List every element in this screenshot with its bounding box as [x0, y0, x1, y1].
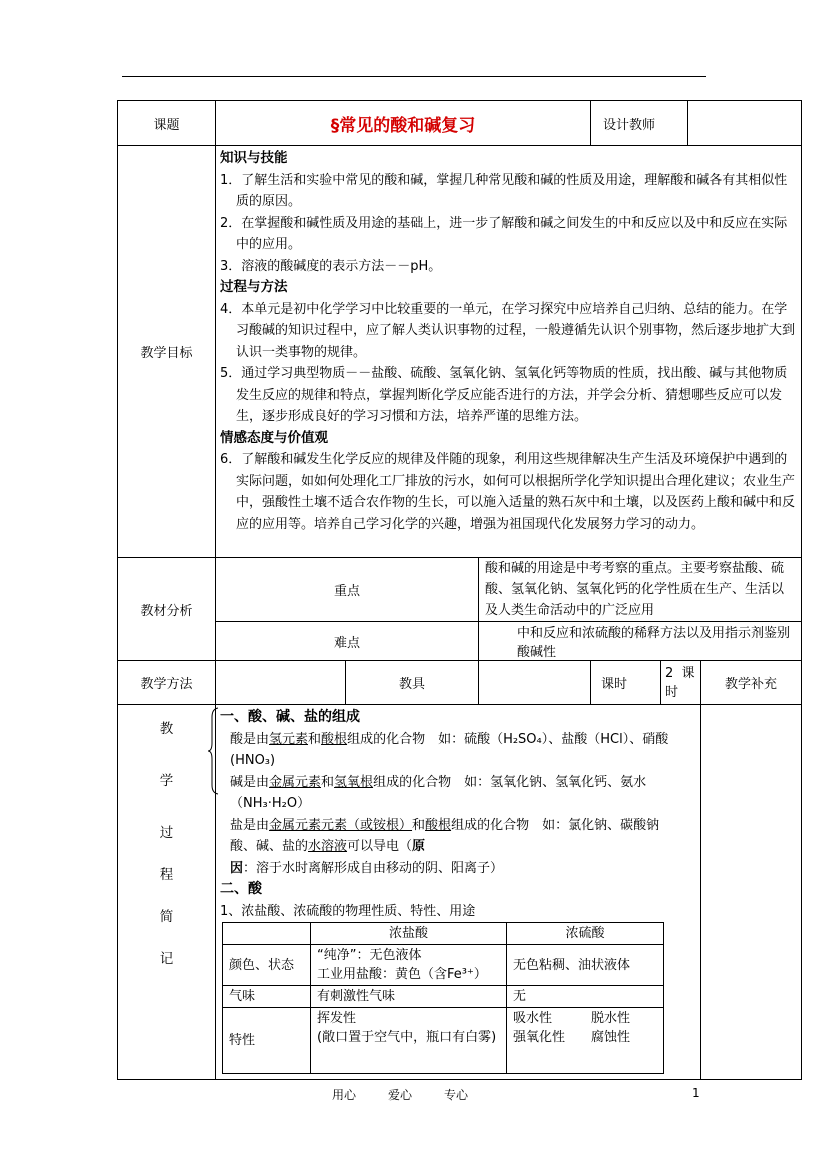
difficult-point-text: 中和反应和浓硫酸的稀释方法以及用指示剂鉴别酸碱性	[479, 622, 802, 661]
objective-item-4: 4．本单元是初中化学学习中比较重要的一单元，在学习探究中应培养自己归纳、总结的能力。在学习酸碱的知识过程中，应了解人类认识事物的过程，一般遵循先认识个别事物，然后逐步地扩大到认识一类事物的规律。	[220, 301, 796, 360]
acid-properties-table	[222, 922, 664, 1074]
process-label: 教 学 过 程 简 记	[118, 705, 216, 1080]
method-value	[216, 661, 346, 705]
supplement-label: 教学补充	[701, 661, 802, 705]
designer-value	[688, 101, 802, 145]
header-rule	[122, 76, 706, 77]
table-cell-h2so4: 无色粘稠、油状液体	[507, 945, 664, 986]
base-definition: 碱是由金属元素和氢氧根组成的化合物 如：氢氧化钠、氢氧化钙、氨水（NH₃·H₂O）	[230, 774, 647, 811]
analysis-label: 教材分析	[118, 558, 216, 661]
col-header-hcl: 浓盐酸	[311, 923, 507, 945]
difficult-point-label: 难点	[216, 622, 479, 661]
objectives-label: 教学目标	[118, 146, 216, 558]
objectives-heading-process: 过程与方法	[220, 279, 288, 295]
acid-definition: 酸是由氢元素和酸根组成的化合物 如：硫酸（H₂SO₄）、盐酸（HCl）、硝酸(HNO₃)	[230, 731, 669, 768]
tools-value	[479, 661, 591, 705]
tools-label: 教具	[346, 661, 479, 705]
section1-heading: 一、酸、碱、盐的组成	[220, 709, 360, 725]
table-cell-h2so4: 无	[507, 986, 664, 1008]
section2-heading: 二、酸	[220, 881, 262, 897]
footer-word: 专心	[444, 1088, 469, 1102]
table-cell-hcl: 有刺激性气味	[311, 986, 507, 1008]
objectives-heading-attitude: 情感态度与价值观	[220, 429, 328, 446]
table-row-label: 颜色、状态	[223, 945, 311, 986]
salt-definition: 盐是由金属元素元素（或铵根）和酸根组成的化合物 如：氯化钠、碳酸钠	[230, 817, 660, 833]
page-number: 1	[692, 1086, 700, 1100]
designer-label: 设计教师	[591, 101, 688, 145]
conductivity-note: 酸、碱、盐的水溶液可以导电（原因：溶于水时离解形成自由移动的阴、阳离子）	[230, 839, 504, 876]
objectives-heading-knowledge: 知识与技能	[220, 150, 288, 166]
footer-word: 爱心	[388, 1088, 413, 1102]
objective-item-1: 1．了解生活和实验中常见的酸和碱，掌握几种常见酸和碱的性质及用途，理解酸和碱各有其相似性质的原因。	[220, 172, 788, 209]
hours-value: 2 课 时	[661, 661, 701, 705]
topic-label: 课题	[118, 101, 216, 146]
col-header-h2so4: 浓硫酸	[507, 923, 664, 945]
table-cell-hcl: “纯净”：无色液体 工业用盐酸：黄色（含Fe³⁺）	[311, 945, 507, 986]
process-content	[216, 705, 701, 1080]
brace-icon	[207, 707, 219, 795]
table-row-label: 气味	[223, 986, 311, 1008]
footer-word: 用心	[332, 1088, 357, 1102]
hours-label: 课时	[591, 661, 661, 705]
table-row-label: 特性	[223, 1008, 311, 1074]
objective-item-5: 5．通过学习典型物质－－盐酸、硫酸、氢氧化钠、氢氧化钙等物质的性质，找出酸、碱与其他物质发生反应的规律和特点，掌握判断化学反应能否进行的方法，并学会分析、猜想哪些反应可以发生，逐步形成良好的学习习惯和方法，培养严谨的思维方法。	[220, 366, 788, 424]
lesson-plan-table	[117, 100, 802, 1080]
key-point-text: 酸和碱的用途是中考考察的重点。主要考察盐酸、硫酸、氢氧化钠、氢氧化钙的化学性质在生产、生活以及人类生命活动中的广泛应用	[479, 558, 802, 622]
acid-item-1: 1、浓盐酸、浓硫酸的物理性质、特性、用途	[220, 903, 476, 919]
process-supplement	[701, 705, 802, 1080]
method-label: 教学方法	[118, 661, 216, 705]
objective-item-6: 6．了解酸和碱发生化学反应的规律及伴随的现象，利用这些规律解决生产生活及环境保护中遇到的实际问题，如如何处理化工厂排放的污水，如何可以根据所学化学知识提出合理化建议；农业生产中，强酸性土壤不适合农作物的生长，可以施入适量的熟石灰中和土壤，以及医药上酸和碱中和反应的应用等。培养自己学习化学的兴趣，增强为祖国现代化发展努力学习的动力。	[220, 452, 796, 532]
objective-item-3: 3．溶液的酸碱度的表示方法－－pH。	[220, 258, 442, 274]
table-cell-h2so4: 吸水性 脱水性 强氧化性 腐蚀性	[507, 1008, 664, 1074]
table-cell-hcl: 挥发性 (敞口置于空气中，瓶口有白雾)	[311, 1008, 507, 1074]
topic-title: §常见的酸和碱复习	[216, 101, 591, 146]
objectives-content	[216, 146, 802, 558]
objective-item-2: 2．在掌握酸和碱性质及用途的基础上，进一步了解酸和碱之间发生的中和反应以及中和反应在实际中的应用。	[220, 215, 788, 252]
key-point-label: 重点	[216, 558, 479, 622]
